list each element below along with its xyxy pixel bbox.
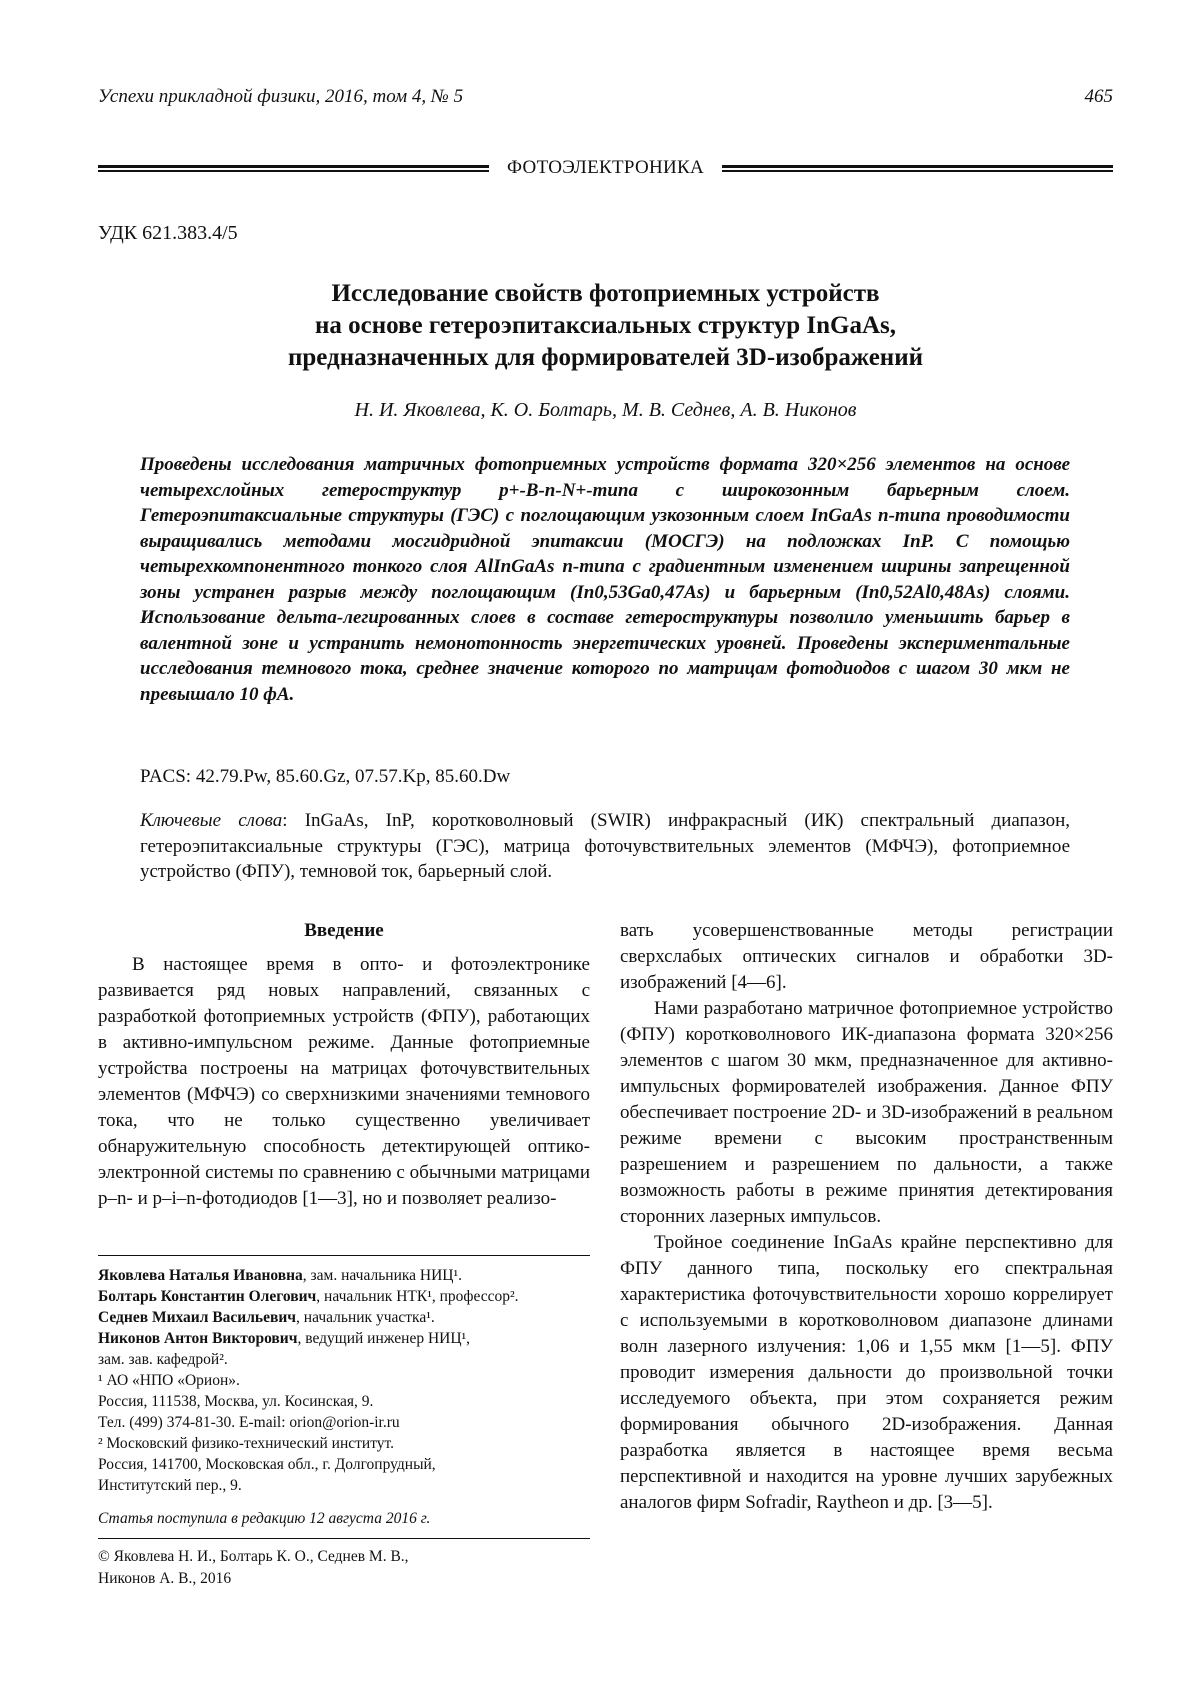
running-header <box>98 86 1113 116</box>
author-note-1 <box>98 1265 590 1286</box>
author-name: Болтарь Константин Олегович <box>98 1288 317 1305</box>
intro-heading: Введение <box>304 920 384 941</box>
keywords-label: Ключевые слова <box>140 810 283 831</box>
section-banner <box>98 156 1113 180</box>
author-affiliations <box>98 1265 590 1496</box>
author-name: Седнев Михаил Васильевич <box>98 1309 297 1326</box>
section-rule-left <box>98 165 489 172</box>
author-role: , начальник участка¹. <box>296 1309 435 1326</box>
organization-1-contact: Тел. (499) 374-81-30. E-mail: orion@orion-ir.ru <box>98 1414 400 1431</box>
journal-reference: Успехи прикладной физики, 2016, том 4, № 5 <box>98 86 464 107</box>
copyright-notice <box>98 1546 590 1590</box>
received-date: Статья поступила в редакцию 12 августа 2016 г. <box>98 1510 431 1527</box>
title-line-2: на основе гетероэпитаксиальных структур InGaAs, <box>314 312 897 339</box>
copyright-line-1: © Яковлева Н. И., Болтарь К. О., Седнев М. В., <box>98 1548 409 1565</box>
copyright-line-2: Никонов А. В., 2016 <box>98 1570 232 1587</box>
author-note-4-cont: зам. зав. кафедрой². <box>98 1351 228 1368</box>
page-number: 465 <box>1084 86 1113 107</box>
author-role: , зам. начальника НИЦ¹. <box>302 1267 463 1284</box>
organization-1: ¹ АО «НПО «Орион». <box>98 1372 240 1389</box>
intro-paragraph-3: Тройное соединение InGaAs крайне перспективно для ФПУ данного типа, поскольку его спектральная характеристика фоточувствительности хорошо коррелирует с используемыми в коротковолновом диапазоне длинами волн лазерного излучения: 1,06 и 1,55 мкм [1—5]. ФПУ проводит измерения дальности до произвольной точки исследуемого объекта, при этом сохраняется режим формирования обычного 2D-изображения. Данная разработка является в настоящее время весьма перспективной и находится на уровне лучших зарубежных аналогов фирм Sofradir, Raytheon и др. [3—5]. <box>620 1232 1113 1513</box>
keywords <box>140 808 1070 885</box>
body-column-left <box>98 918 590 1212</box>
author-role: , ведущий инженер НИЦ¹, <box>297 1330 471 1347</box>
author-role: , начальник НТК¹, профессор². <box>316 1288 519 1305</box>
udk-code: УДК 621.383.4/5 <box>98 222 238 244</box>
author-note-2 <box>98 1286 590 1307</box>
author-name: Яковлева Наталья Ивановна <box>98 1267 303 1284</box>
section-title: ФОТОЭЛЕКТРОНИКА <box>507 157 705 178</box>
intro-paragraph-1: В настоящее время в опто- и фотоэлектронике развивается ряд новых направлений, связанных с разработкой фотоприемных устройств (ФПУ), работающих в активно-импульсном режиме. Данные фотоприемные устройства построены на матрицах фоточувствительных элементов (МФЧЭ) со сверхнизкими значениями темнового тока, что не только существенно увеличивает обнаружительную способность детектирующей оптико-электронной системы по сравнению с обычными матрицами p–n- и p–i–n-фотодиодов [1—3], но и позволяет реализо- <box>98 954 590 1209</box>
title-line-1: Исследование свойств фотоприемных устройств <box>331 280 880 307</box>
title-line-3: предназначенных для формирователей 3D-изображений <box>287 344 924 371</box>
copyright-divider <box>98 1538 590 1539</box>
organization-2-address-cont: Институтский пер., 9. <box>98 1477 242 1494</box>
author-note-3 <box>98 1307 590 1328</box>
organization-2: ² Московский физико-технический институт. <box>98 1435 395 1452</box>
author-note-4 <box>98 1328 590 1349</box>
intro-paragraph-2: Нами разработано матричное фотоприемное устройство (ФПУ) коротковолнового ИК-диапазона формата 320×256 элементов с шагом 30 мкм, предназначенное для активно-импульсных формирователей изображения. Данное ФПУ обеспечивает построение 2D- и 3D-изображений в реальном режиме времени с высоким пространственным разрешением и разрешением по дальности, а также возможность работы в режиме принятия детектирования сторонних лазерных импульсов. <box>620 998 1113 1227</box>
section-rule-right <box>722 165 1113 172</box>
intro-paragraph-1-continued: вать усовершенствованные методы регистрации сверхслабых оптических сигналов и обработки 3D-изображений [4—6]. <box>620 920 1113 993</box>
article-title <box>98 278 1113 374</box>
organization-2-address: Россия, 141700, Московская обл., г. Долгопрудный, <box>98 1456 436 1473</box>
footnote-divider <box>98 1255 590 1256</box>
pacs-codes: PACS: 42.79.Pw, 85.60.Gz, 07.57.Kp, 85.60.Dw <box>140 766 511 787</box>
abstract: Проведены исследования матричных фотоприемных устройств формата 320×256 элементов на основе четырехслойных гетероструктур p+-B-n-N+-типа с широкозонным барьерным слоем. Гетероэпитаксиальные структуры (ГЭС) с поглощающим узкозонным слоем InGaAs n-типа проводимости выращивались методами мосгидридной эпитаксии (МОСГЭ) на подложках InP. С помощью четырехкомпонентного тонкого слоя AlInGaAs n-типа с градиентным изменением ширины запрещенной зоны устранен разрыв между поглощающим (In0,53Ga0,47As) и барьерным (In0,52Al0,48As) слоями. Использование дельта-легированных слоев в составе гетероструктуры позволило уменьшить барьер в валентной зоне и устранить немонотонность энергетических уровней. Проведены экспериментальные исследования темнового тока, среднее значение которого по матрицам фотодиодов с шагом 30 мкм не превышало 10 фА. <box>140 454 1070 705</box>
keywords-text: : InGaAs, InP, коротковолновый (SWIR) инфракрасный (ИК) спектральный диапазон, гетероэпитаксиальные структуры (ГЭС), матрица фоточувствительных элементов (МФЧЭ), фотоприемное устройство (ФПУ), темновой ток, барьерный слой. <box>140 810 1070 882</box>
body-column-right <box>620 918 1113 1516</box>
organization-1-address: Россия, 111538, Москва, ул. Косинская, 9. <box>98 1393 374 1410</box>
author-name: Никонов Антон Викторович <box>98 1330 298 1347</box>
author-list: Н. И. Яковлева, К. О. Болтарь, М. В. Седнев, А. В. Никонов <box>354 399 857 421</box>
